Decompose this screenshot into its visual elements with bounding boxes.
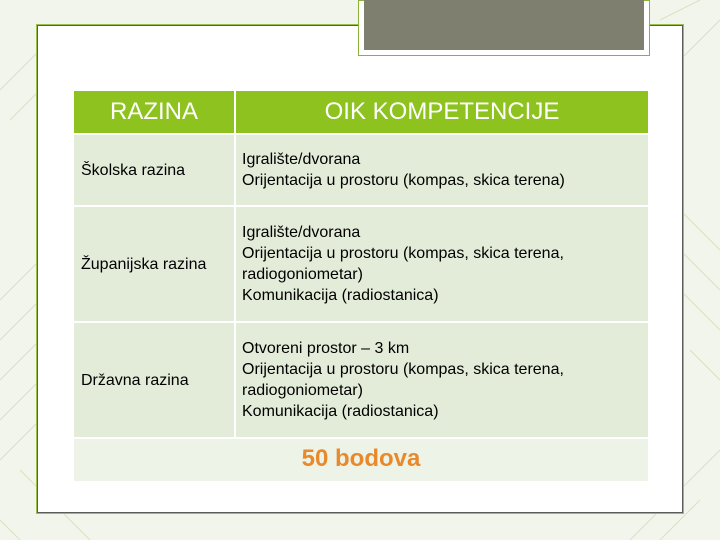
competency-table — [72, 89, 650, 483]
competency-line: Orijentacija u prostoru (kompas, skica terena, — [242, 361, 564, 378]
competency-line: radiogoniometar) — [242, 266, 363, 283]
competencies-cell — [235, 134, 649, 206]
table-row — [73, 134, 649, 206]
competency-line: Orijentacija u prostoru (kompas, skica terena) — [242, 172, 565, 189]
competency-line: Igralište/dvorana — [242, 224, 361, 241]
table-footer-row — [73, 438, 649, 482]
competency-line: Komunikacija (radiostanica) — [242, 287, 439, 304]
title-placeholder-box — [364, 0, 644, 50]
table-row — [73, 322, 649, 438]
table-row — [73, 206, 649, 322]
competencies-cell — [235, 206, 649, 322]
competency-line: Otvoreni prostor – 3 km — [242, 340, 410, 357]
competency-line: radiogoniometar) — [242, 382, 363, 399]
table-header-row — [73, 90, 649, 134]
competency-line: Komunikacija (radiostanica) — [242, 403, 439, 420]
level-cell: Državna razina — [73, 322, 235, 438]
header-competencies: OIK KOMPETENCIJE — [235, 90, 649, 134]
level-cell: Školska razina — [73, 134, 235, 206]
competency-line: Orijentacija u prostoru (kompas, skica terena, — [242, 245, 564, 262]
level-cell: Županijska razina — [73, 206, 235, 322]
points-total: 50 bodova — [301, 445, 421, 472]
competencies-cell — [235, 322, 649, 438]
header-level: RAZINA — [73, 90, 235, 134]
competency-line: Igralište/dvorana — [242, 151, 361, 168]
points-cell — [73, 438, 649, 482]
